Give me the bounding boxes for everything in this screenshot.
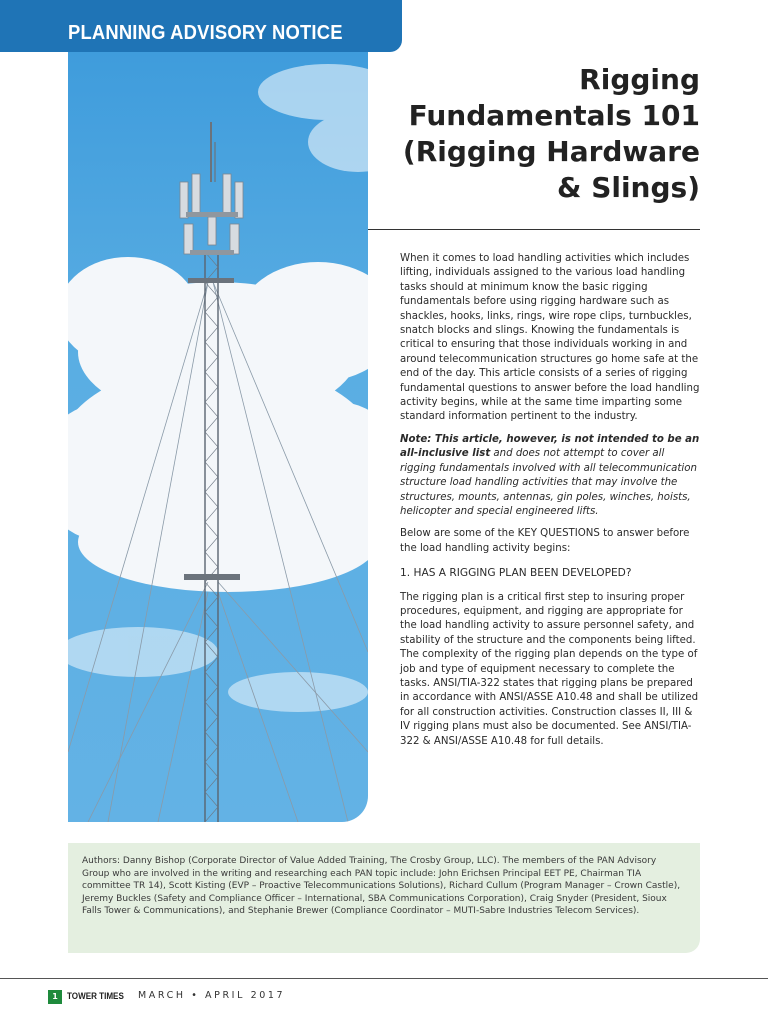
article-body: [400, 252, 700, 757]
publication-name: TOWER TIMES: [67, 991, 124, 1002]
title-line: & Slings): [557, 171, 700, 204]
page-number: 1: [48, 990, 62, 1004]
title-divider: [368, 229, 700, 230]
question-1-body: The rigging plan is a critical first step to insuring proper procedures, equipment, and rigging are appropriate for the load handling activity to assure personnel safety, and stability of the structure and the components being lifted. The complexity of the rigging plan depends on the type of job and type of equipment necessary to complete the tasks. ANSI/TIA-322 states that rigging plans be prepared in accordance with ANSI/ASSE A10.48 and shall be utilized for all construction activities. Construction classes II, III & IV rigging plans must also be documented. See ANSI/TIA-322 & ANSI/ASSE A10.48 for full details.: [400, 591, 699, 747]
section-banner: [0, 0, 402, 52]
footer-divider: [0, 978, 768, 979]
intro-paragraph: When it comes to load handling activities which includes lifting, individuals assigned to the various load handling tasks should at minimum know the basic rigging fundamentals before using rigging hardware such as shackles, hooks, links, rings, wire rope clips, turnbuckles, snatch blocks and slings. Knowing the fundamentals is critical to ensuring that those individuals working in and around telecommunication structures go home safe at the end of the day. This article consists of a series of rigging fundamental questions to answer before the load handling activity begins, while at the same time imparting some standard information pertinent to the industry.: [400, 253, 700, 423]
question-1-heading: 1. HAS A RIGGING PLAN BEEN DEVELOPED?: [400, 567, 632, 580]
questions-intro-a: Below are some of the: [400, 528, 518, 540]
article-title: [370, 62, 700, 206]
note-paragraph: [400, 433, 700, 519]
questions-intro-b: to answer before the load handling activity begins:: [400, 528, 690, 554]
issue-date: MARCH • APRIL 2017: [138, 990, 286, 1001]
tower-illustration: [68, 52, 368, 822]
tower-photo: [68, 52, 368, 822]
authors-box: [68, 843, 700, 953]
title-line: Fundamentals 101: [408, 99, 700, 132]
section-banner-label: PLANNING ADVISORY NOTICE: [68, 22, 343, 44]
questions-intro: [400, 527, 700, 556]
note-text: and does not attempt to cover all rigging fundamentals involved with all telecommunication structure load handling activities that may involve the structures, mounts, antennas, gin poles, winches, hoists, helicopter and special engineered lifts.: [400, 448, 697, 517]
questions-intro-key: KEY QUESTIONS: [517, 528, 600, 540]
title-line: (Rigging Hardware: [402, 135, 700, 168]
authors-text: Authors: Danny Bishop (Corporate Director of Value Added Training, The Crosby Group, LLC). The members of the PAN Advisory Group who are involved in the writing and researching each PAN topic include: John Erichsen Principal EET PE, Chairman TIA committee TR 14), Scott Kisting (EVP – Proactive Telecommunications Solutions), Richard Cullum (Program Manager – Crown Castle), Jeremy Buckles (Safety and Compliance Officer – International, SBA Communications Corporation), Craig Snyder (President, Sioux Falls Tower & Communications), and Stephanie Brewer (Compliance Coordinator – MUTI-Sabre Industries Telecom Services).: [82, 856, 681, 917]
title-line: Rigging: [579, 63, 700, 96]
note-emphasis: Note: This article, however, is not intended to be an all-inclusive list: [400, 433, 700, 460]
